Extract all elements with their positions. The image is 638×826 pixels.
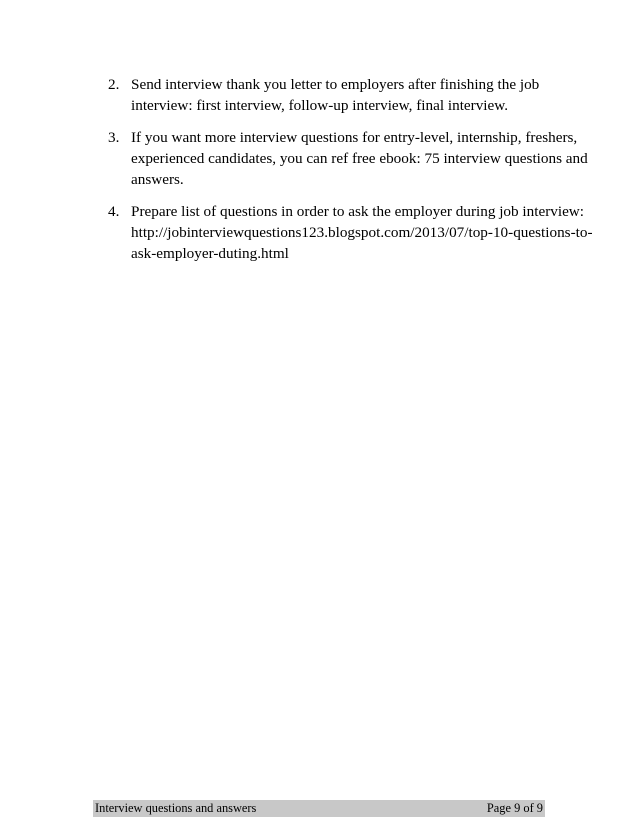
list-item-number: 2.	[108, 76, 120, 93]
list-item	[108, 201, 593, 264]
list-item	[108, 127, 588, 190]
list-item-number: 3.	[108, 129, 120, 146]
list-item-text-line: experienced candidates, you can ref free ebook: 75 interview questions and	[131, 150, 588, 167]
list-item-number: 4.	[108, 203, 120, 220]
footer-page-number: Page 9 of 9	[486, 801, 543, 815]
numbered-list	[108, 74, 593, 275]
url-text-line: ask-employer-duting.html	[131, 245, 289, 262]
url-text-line: http://jobinterviewquestions123.blogspot.com/2013/07/top-10-questions-to-	[131, 224, 593, 241]
list-item-text-line: Send interview thank you letter to employers after finishing the job	[131, 76, 540, 93]
footer-document-title: Interview questions and answers	[95, 801, 257, 815]
list-item-text-line: Prepare list of questions in order to ask the employer during job interview:	[131, 203, 584, 220]
list-item-text-line: interview: first interview, follow-up interview, final interview.	[131, 97, 509, 114]
page-footer	[93, 800, 545, 817]
list-item-text-line: If you want more interview questions for entry-level, internship, freshers,	[131, 129, 578, 146]
list-item-text-line: answers.	[131, 171, 184, 188]
list-item	[108, 74, 588, 116]
